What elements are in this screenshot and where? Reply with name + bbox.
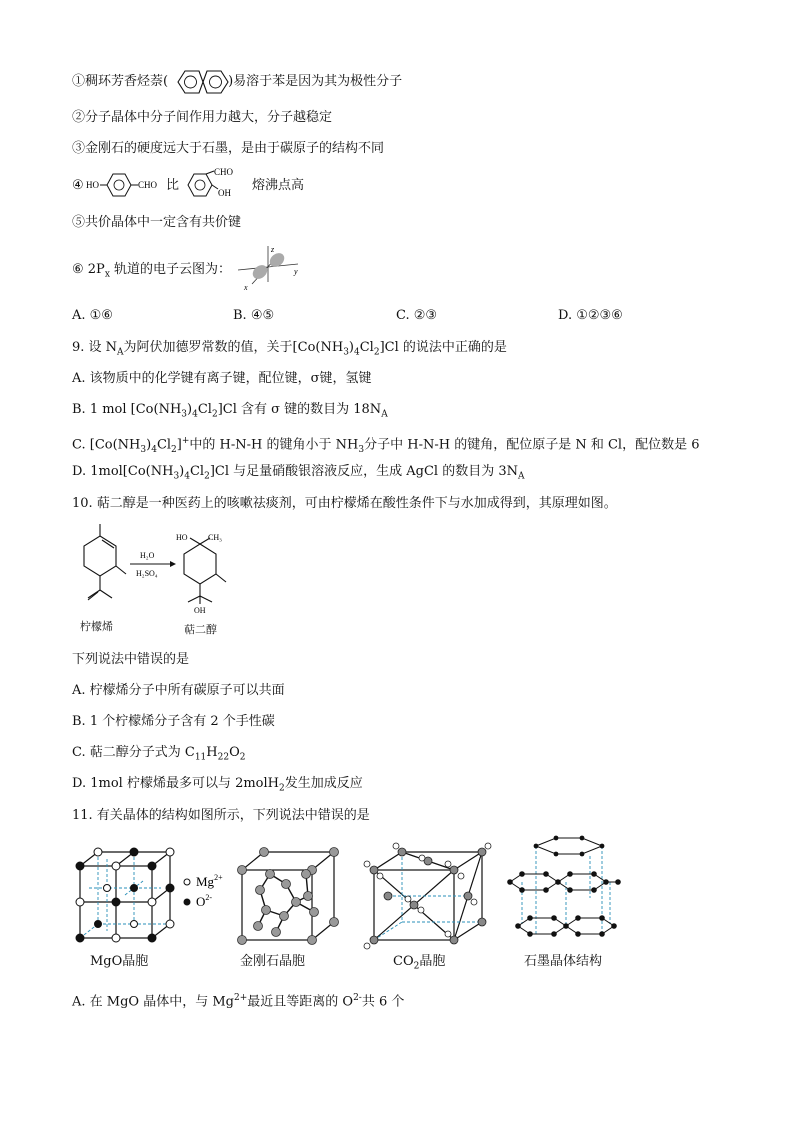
oh-label: OH	[218, 188, 231, 198]
statement-4: ④	[72, 178, 84, 193]
statement-1-suffix: )易溶于苯是因为其为极性分子	[228, 74, 403, 89]
ho-label: HO	[86, 180, 99, 190]
cho-label: CHO	[138, 180, 158, 190]
statement-2: ②分子晶体中分子间作用力越大，分子越稳定	[72, 110, 333, 125]
orbital-diagram	[232, 244, 304, 290]
limonene-label: 柠檬烯	[80, 620, 113, 633]
axis-x-label: x	[244, 283, 248, 292]
q8-option-c: C. ②③	[396, 308, 438, 323]
q9-option-d: D. $1mol[Co(NH_3)_4Cl_2]Cl$ 与足量硝酸银溶液反应，生成 AgCl 的数目为 $3N_A$	[72, 464, 525, 482]
terpin-label: 萜二醇	[184, 623, 217, 636]
statement-3: ③金刚石的硬度远大于石墨，是由于碳原子的结构不同	[72, 141, 385, 156]
caption-diamond: 金刚石晶胞	[240, 954, 306, 969]
axis-z-label: z	[271, 245, 275, 254]
reagent-sulfuric-acid: H₂SO₄	[136, 569, 158, 578]
q10-stem: 10. 萜二醇是一种医药上的咳嗽祛痰剂，可由柠檬烯在酸性条件下与水加成得到，其原理如图。	[72, 496, 617, 511]
caption-graphite: 石墨晶体结构	[524, 954, 603, 969]
q9-option-a: A. 该物质中的化学键有离子键，配位键，σ键，氢键	[72, 371, 372, 386]
terpin-ho: HO	[176, 533, 188, 542]
statement-6: ⑥ $2P_x$ 轨道的电子云图为：	[72, 262, 232, 280]
statement-5: ⑤共价晶体中一定含有共价键	[72, 215, 242, 230]
statement-1	[72, 72, 402, 92]
reagent-water: H₂O	[140, 551, 155, 560]
diamond-unit-cell	[236, 846, 340, 946]
q11-stem: 11. 有关晶体的结构如图所示，下列说法中错误的是	[72, 808, 370, 823]
legend-o: $O^{2-}$	[196, 893, 213, 909]
q10-option-a: A. 柠檬烯分子中所有碳原子可以共面	[72, 683, 285, 698]
co2-unit-cell	[366, 844, 490, 948]
axis-y-label: y	[294, 267, 298, 276]
q9-option-b: B. 1 mol $[Co(NH_3)_4Cl_2]Cl$ 含有 σ 键的数目为 $18N_A$	[72, 402, 388, 420]
terpin-oh: OH	[194, 606, 206, 615]
q8-option-d: D. ①②③⑥	[558, 308, 623, 323]
statement-4-compare: 比	[166, 178, 180, 193]
q8-option-a: A. ①⑥	[72, 308, 113, 323]
ortho-hydroxybenzaldehyde-structure	[180, 166, 252, 204]
q11-option-a: A. 在 MgO 晶体中，与 $Mg^{2+}$最近且等距离的 $O^{2-}$共 6 个	[72, 993, 405, 1010]
statement-4-suffix: 熔沸点高	[252, 178, 305, 193]
mgo-unit-cell	[74, 846, 234, 946]
q10-option-b: B. 1 个柠檬烯分子含有 2 个手性碳	[72, 714, 275, 729]
q8-option-b: B. ④⑤	[233, 308, 275, 323]
q9-stem: 9. 设 $N_A$为阿伏加德罗常数的值，关于$[Co(NH_3)_4Cl_2]Cl$ 的说法中正确的是	[72, 340, 507, 358]
terpin-ch3: CH₃	[208, 533, 222, 542]
caption-co2: $CO_2$晶胞	[393, 954, 446, 972]
q10-option-c: C. 萜二醇分子式为 $C_{11}H_{22}O_2$	[72, 745, 246, 763]
graphite-structure	[506, 832, 628, 950]
para-hydroxybenzaldehyde-structure	[86, 170, 164, 198]
legend-mg: $Mg^{2+}$	[196, 873, 223, 889]
cho-label-2: CHO	[214, 167, 234, 177]
q10-option-d: D. 1mol 柠檬烯最多可以与 2molH$_2$发生加成反应	[72, 776, 363, 794]
q10-ask: 下列说法中错误的是	[72, 652, 190, 667]
statement-1-prefix: ①稠环芳香烃萘(	[72, 74, 169, 89]
q9-option-c: C. $[Co(NH_3)_4Cl_2]^+$中的 H-N-H 的键角小于 $NH_3$分子中 H-N-H 的键角，配位原子是 N 和 Cl，配位数是 6	[72, 436, 700, 455]
naphthalene-structure	[172, 68, 234, 96]
caption-mgo: MgO晶胞	[90, 954, 149, 969]
